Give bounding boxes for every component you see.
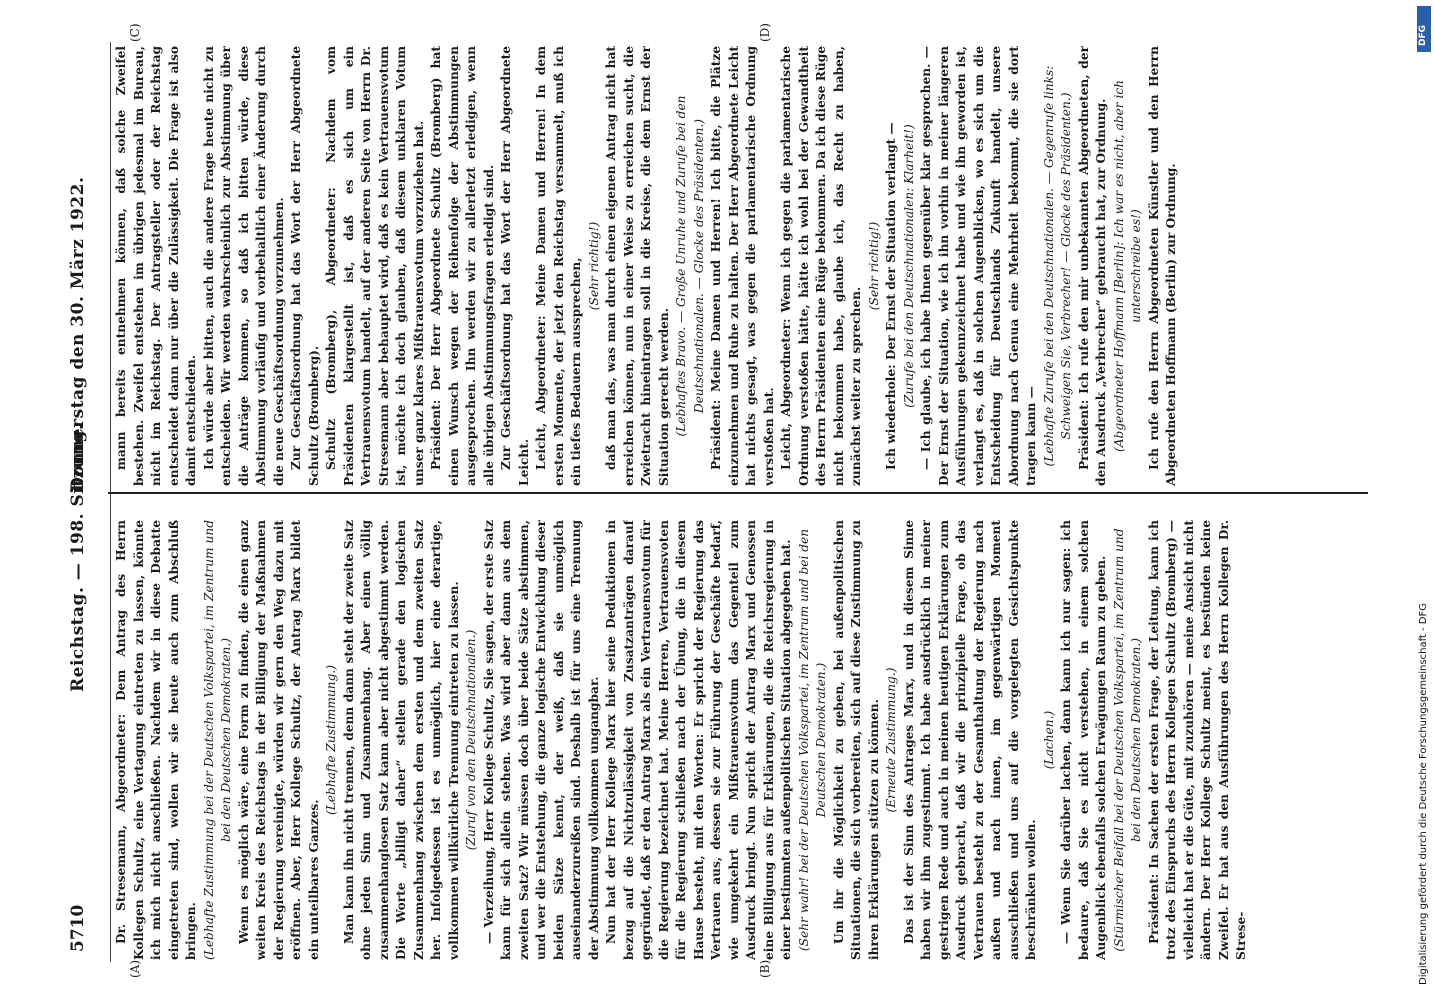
session-heading: Reichstag. — 198. Sitzung.	[68, 423, 88, 692]
paragraph: Präsident: Ich rufe den mir unbekannten Abgeordneten, der den Ausdruck „Verbrecher“ gebraucht hat, zur Ordnung.	[1076, 46, 1108, 486]
date-heading: Donnerstag den 30. März 1922.	[68, 176, 88, 492]
dfg-logo	[1417, 6, 1431, 52]
margin-marker-c: (C)	[128, 23, 142, 42]
paragraph: Ich würde aber bitten, auch die andere Frage heute nicht zu entscheiden. Wir werden wahrscheinlich zur Abstimmung über die Anträge kommen, so daß ich bitten würde, diese Abstimmung vorläufig und vorbehaltlich einer Änderung durch die neue Geschäftsordnung vorzunehmen.	[201, 46, 286, 486]
header-rule	[110, 42, 111, 962]
rotated-newspaper-page	[18, 22, 1418, 982]
paragraph: Präsident: In Sachen der ersten Frage, der Leitung, kann ich trotz des Einspruchs des Herrn Kollegen Schultz (Bromberg) — vielleicht hat er die Güte, mit zuzuhören — meine Ansicht nicht ändern. Der Herr Kollege Schultz meint, es bestünden keine Zweifel. Er hat aus den Ausführungen des Herrn Kollegen Dr. Strese-	[1146, 520, 1248, 960]
paragraph: Ich rufe den Herrn Abgeordneten Künstler und den Herrn Abgeordneten Hoffmann (Berlin) zur Ordnung.	[1146, 46, 1178, 486]
paragraph: Präsident: Der Herr Abgeordnete Schultz (Bromberg) hat einen Wunsch wegen der Reihenfolge der Abstimmungen ausgesprochen. Ihn werden wir zu allerletzt erledigen, wenn alle übrigen Abstimmungsfragen erledigt sind.	[429, 46, 496, 486]
interjection: (Stürmischer Beifall bei der Deutschen Volkspartei, im Zentrum und bei den Deutschen Demokraten.)	[1111, 528, 1143, 952]
paragraph: Wenn es möglich wäre, eine Form zu finden, die einen ganz weiten Kreis des Reichstags in der Billigung der Maßnahmen der Regierung vereinigte, würden wir gern den Weg dazu mit eröffnen. Aber, Herr Kollege Schultz, der Antrag Marx bildet ein unteilbares Ganzes.	[236, 520, 321, 960]
paragraph: Präsident: Meine Damen und Herren! Ich bitte, die Plätze einzunehmen und Ruhe zu halten. Der Herr Abgeordnete Leicht hat nichts gesagt, was gegen die parlamentarische Ordnung verstoßen hat.	[709, 46, 776, 486]
paragraph: Man kann ihn nicht trennen, denn dann steht der zweite Satz ohne jeden Sinn und Zusammenhang. Aber einen völlig zusammenhanglosen Satz kann aber nicht abgestimmt werden. Die Worte „billigt daher“ stellen gerade den logischen Zusammenhang zwischen dem ersten und dem zweiten Satz her. Infolgedessen ist es unmöglich, hier eine derartige, vollkommen willkürliche Trennung eintreten zu lassen.	[341, 520, 461, 960]
paragraph: Zur Geschäftsordnung hat das Wort der Herr Abgeordnete Schultz (Bromberg).	[289, 46, 321, 486]
interjection: (Zurufe bei den Deutschnationalen: Klarheit!)	[901, 124, 916, 408]
paragraph: Leicht, Abgeordneter: Wenn ich gegen die parlamentarische Ordnung verstoßen hätte, hätte ich wohl bei der Gewandtheit des Herrn Präsidenten eine Rüge bekommen. Da ich diese Rüge nicht bekommen habe, glaube ich, das Recht zu haben, zunächst weiter zu sprechen.	[779, 46, 863, 486]
interjection: (Zuruf von den Deutschnationalen.)	[464, 629, 478, 851]
column-divider	[108, 492, 1368, 494]
text-column-right	[113, 46, 1353, 486]
paragraph: — Verzeihung, Herr Kollege Schultz, Sie sagen, der erste Satz kann für sich allein stehen. Was wird aber dann aus dem zweiten Satz? Wir müssen doch über beide Sätze abstimmen, und wer die Entstehung, die ganze logische Entwicklung dieser beiden Sätze kennt, der weiß, daß sie unmöglich auseinanderzureißen sind. Deshalb ist für uns eine Trennung der Abstimmung vollkommen ungangbar.	[481, 520, 601, 960]
paragraph: Das ist der Sinn des Antrages Marx, und in diesem Sinne haben wir ihm zugestimmt. Ich habe ausdrücklich in meiner gestrigen Rede und auch in meinen heutigen Erklärungen zum Ausdruck gebracht, daß wir die prinzipielle Frage, ob das Vertrauen besteht zu der Gesamthaltung der Regierung nach außen und nach innen, im gegenwärtigen Moment ausschließen und uns auf die vorgelegten Gesichtspunkte beschränken wollen.	[901, 520, 1038, 960]
paragraph: Dr. Stresemann, Abgeordneter: Dem Antrag des Herrn Kollegen Schultz, eine Vertagung eintreten zu lassen, könnte ich mich nicht anschließen. Nachdem wir in diese Debatte eingetreten sind, wollen wir sie heute auch zum Abschluß bringen.	[114, 520, 198, 960]
interjection: (Lebhaftes Bravo. — Große Unruhe und Zurufe bei den Deutschnationalen. — Glocke des Präsidenten.)	[674, 95, 706, 437]
paragraph: Zur Geschäftsordnung hat das Wort der Herr Abgeordnete Leicht.	[499, 46, 531, 486]
interjection: (Sehr richtig!)	[866, 221, 881, 311]
interjection: (Erneute Zustimmung.)	[884, 667, 898, 813]
text-column-left	[113, 520, 1353, 960]
interjection: (Lebhafte Zustimmung.)	[324, 664, 338, 816]
digitization-footer	[1418, 0, 1432, 1000]
margin-marker-a: (A)	[128, 959, 142, 978]
interjection: (Lebhafte Zurufe bei den Deutschnationalen. — Gegenrufe links: Schweigen Sie, Verbrecher! — Glocke des Präsidenten.)	[1041, 65, 1073, 467]
paragraph: Nun hat der Herr Kollege Marx hier seine Deduktionen in bezug auf die Nichtzulässigkeit von Zusatzanträgen darauf gegründet, daß er den Antrag Marx als ein Vertrauensvotum für die Regierung bezeichnet hat. Meine Herren, Vertrauensvoten für die Regierung schließen nach der Übung, die in diesem Hause besteht, mit den Worten: Er spricht der Regierung das Vertrauen aus, dessen sie zur Führung der Geschäfte bedarf, wie umgekehrt ein Mißtrauensvotum das Gegenteil zum Ausdruck bringt. Nun spricht der Antrag Marx und Genossen eine Billigung aus für Erklärungen, die die Reichsregierung in einer bestimmten außenpolitischen Situation abgegeben hat.	[604, 520, 793, 960]
paragraph: — Ich glaube, ich habe Ihnen gegenüber klar gesprochen. — Der Ernst der Situation, wie ich ihn vorhin in meiner längeren Ausführungen gekennzeichnet habe und wie ihn geworden ist, verlangt es, daß in solchen Augenblicken, wo es sich um die Entscheidung für Deutschlands Zukunft handelt, unsere Abordnung nach Genua eine Mehrheit bekommt, die sie dort tragen kann —	[919, 46, 1038, 486]
paragraph: Leicht, Abgeordneter: Meine Damen und Herren! In dem ersten Momente, der jetzt den Reichstag versammelt, muß ich ein tiefes Bedauern aussprechen,	[534, 46, 583, 486]
interjection: (Lachen.)	[1041, 710, 1056, 770]
digitization-note: Digitalisierung gefördert durch die Deutsche Forschungsgemeinschaft - DFG	[1418, 602, 1429, 985]
interjection: (Sehr wahr! bei der Deutschen Volkspartei, im Zentrum und bei den Deutschen Demokraten.)	[796, 528, 828, 952]
interjection: (Lebhafte Zustimmung bei der Deutschen Volkspartei, im Zentrum und bei den Deutschen Demokraten.)	[201, 520, 233, 960]
margin-marker-b: (B)	[758, 959, 772, 978]
paragraph: mann bereits entnehmen können, daß solche Zweifel bestehen. Zweifel entstehen im übrigen jedesmal im Bureau, nicht im Reichstag. Der Antragsteller oder der Reichstag entscheidet dann nur über die Zulässigkeit. Die Frage ist also damit entschieden.	[114, 46, 198, 486]
paragraph: Schultz (Bromberg), Abgeordneter: Nachdem vom Präsidenten klargestellt ist, daß es sich um ein Vertrauensvotum handelt, auf der anderen Seite von Herrn Dr. Stresemann aber behauptet wird, daß es kein Vertrauensvotum ist, möchte ich doch glauben, daß diesem unklaren Votum unser ganz klares Mißtrauensvotum vorzuziehen hat.	[324, 46, 426, 486]
interjection: (Abgeordneter Hoffmann [Berlin]: Ich war es nicht, aber ich unterschreibe es!)	[1111, 79, 1143, 453]
paragraph: Ich wiederhole: Der Ernst der Situation verlangt —	[884, 122, 898, 470]
paragraph: — Wenn Sie darüber lachen, dann kann ich nur sagen: ich bedaure, daß Sie es nicht verstehen, in einem solchen Augenblick ebenfalls solchen Erwägungen Raum zu geben.	[1059, 520, 1108, 960]
dfg-logo-text: DFG	[1418, 24, 1428, 46]
interjection: (Sehr richtig!)	[586, 221, 601, 311]
margin-marker-d: (D)	[758, 23, 772, 42]
paragraph: daß man das, was man durch einen eigenen Antrag nicht hat erreichen können, nun in einer Weise zu erreichen sucht, die Zwietracht hineintragen soll in die Kreise, die dem Ernst der Situation gerecht werden.	[604, 46, 671, 486]
page-number: 5710	[68, 904, 88, 952]
paragraph: Um ihr die Möglichkeit zu geben, bei außenpolitischen Situationen, die sich vorbereiten, sich auf diese Zustimmung zu ihren Erklärungen stützen zu können.	[831, 520, 881, 960]
